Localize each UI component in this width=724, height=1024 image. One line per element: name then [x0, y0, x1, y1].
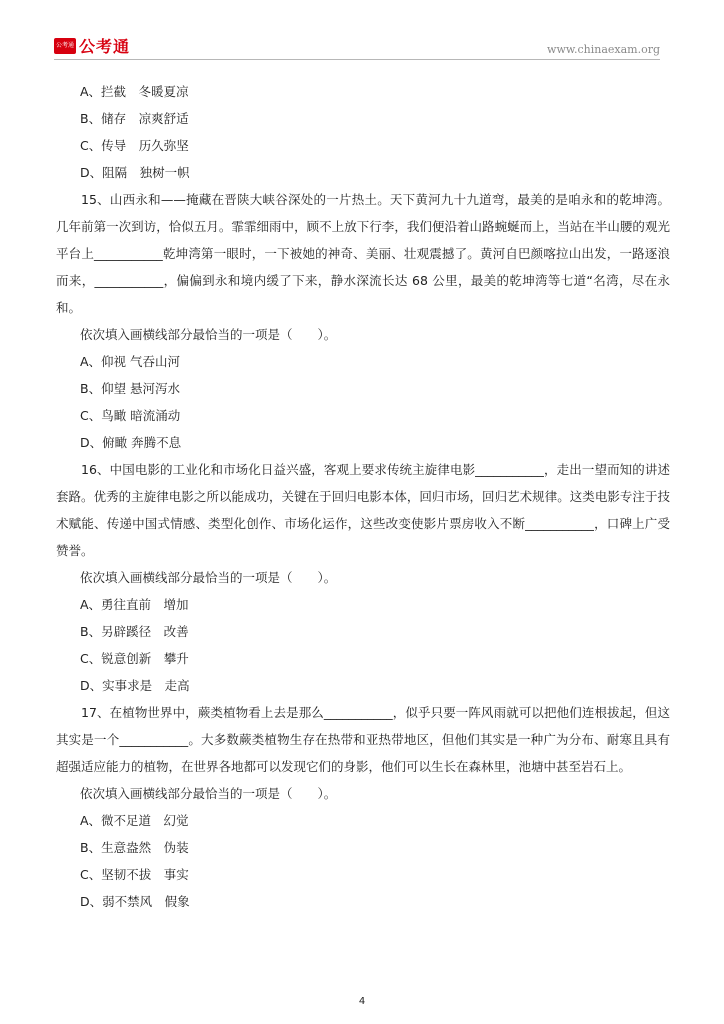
- q16-option-c: C、锐意创新 攀升: [80, 651, 189, 666]
- q15-stem: 15、山西永和——掩藏在晋陕大峡谷深处的一片热土。天下黄河九十九道弯，最美的是咱永和的乾坤湾。几年前第一次到访，恰似五月。霏霏细雨中，顾不上放下行李，我们便沿着山路蜿蜒而上，当站在半山腰的观光平台上___________乾坤湾第一眼时，一下被她的神奇、美丽、壮观震撼了。黄河自巴颜喀拉山出发，一路逐浪而来，___________，偏偏到永和境内缓了下来，静水深流长达 68 公里，最美的乾坤湾等七道“名湾，尽在永和。: [56, 192, 670, 315]
- q16-option-b: B、另辟蹊径 改善: [80, 624, 189, 639]
- q15-option-b: B、仰望 悬河泻水: [80, 381, 181, 396]
- logo: [54, 34, 130, 57]
- q17-option-b: B、生意盎然 伪装: [80, 840, 189, 855]
- q14-option-d: D、阻隔 独树一帜: [80, 165, 190, 180]
- q14-option-c: C、传导 历久弥坚: [80, 138, 189, 153]
- q16-option-d: D、实事求是 走高: [80, 678, 190, 693]
- q16-prompt: 依次填入画横线部分最恰当的一项是（ ）。: [80, 570, 337, 585]
- q16-option-a: A、勇往直前 增加: [80, 597, 189, 612]
- q17-option-d: D、弱不禁风 假象: [80, 894, 190, 909]
- q16-stem: 16、中国电影的工业化和市场化日益兴盛，客观上要求传统主旋律电影___________，走出一望而知的讲述套路。优秀的主旋律电影之所以能成功，关键在于回归电影本体，回归市场，回归艺术规律。这类电影专注于技术赋能、传递中国式情感、类型化创作、市场化运作，这些改变使影片票房收入不断___________，口碑上广受赞誉。: [56, 462, 670, 558]
- q14-option-a: A、拦截 冬暖夏凉: [80, 84, 189, 99]
- q15-prompt: 依次填入画横线部分最恰当的一项是（ ）。: [80, 327, 337, 342]
- site-url: www.chinaexam.org: [547, 43, 660, 56]
- header-divider: [54, 59, 660, 60]
- q14-option-b: B、储存 凉爽舒适: [80, 111, 189, 126]
- q17-prompt: 依次填入画横线部分最恰当的一项是（ ）。: [80, 786, 337, 801]
- q17-stem: 17、在植物世界中，蕨类植物看上去是那么___________，似乎只要一阵风雨就可以把他们连根拔起，但这其实是一个___________。大多数蕨类植物生存在热带和亚热带地区，但他们其实是一种广为分布、耐寒且具有超强适应能力的植物，在世界各地都可以发现它们的身影，他们可以生长在森林里，池塘中甚至岩石上。: [56, 705, 670, 774]
- document-body: [56, 78, 670, 915]
- page-header: [0, 0, 724, 64]
- logo-badge: 公考通: [54, 38, 76, 54]
- q15-option-c: C、鸟瞰 暗流涌动: [80, 408, 181, 423]
- q17-option-a: A、微不足道 幻觉: [80, 813, 189, 828]
- q15-option-d: D、俯瞰 奔腾不息: [80, 435, 182, 450]
- page-number: 4: [358, 996, 366, 1007]
- q17-option-c: C、坚韧不拔 事实: [80, 867, 189, 882]
- q15-option-a: A、仰视 气吞山河: [80, 354, 181, 369]
- logo-text: 公考通: [79, 37, 131, 56]
